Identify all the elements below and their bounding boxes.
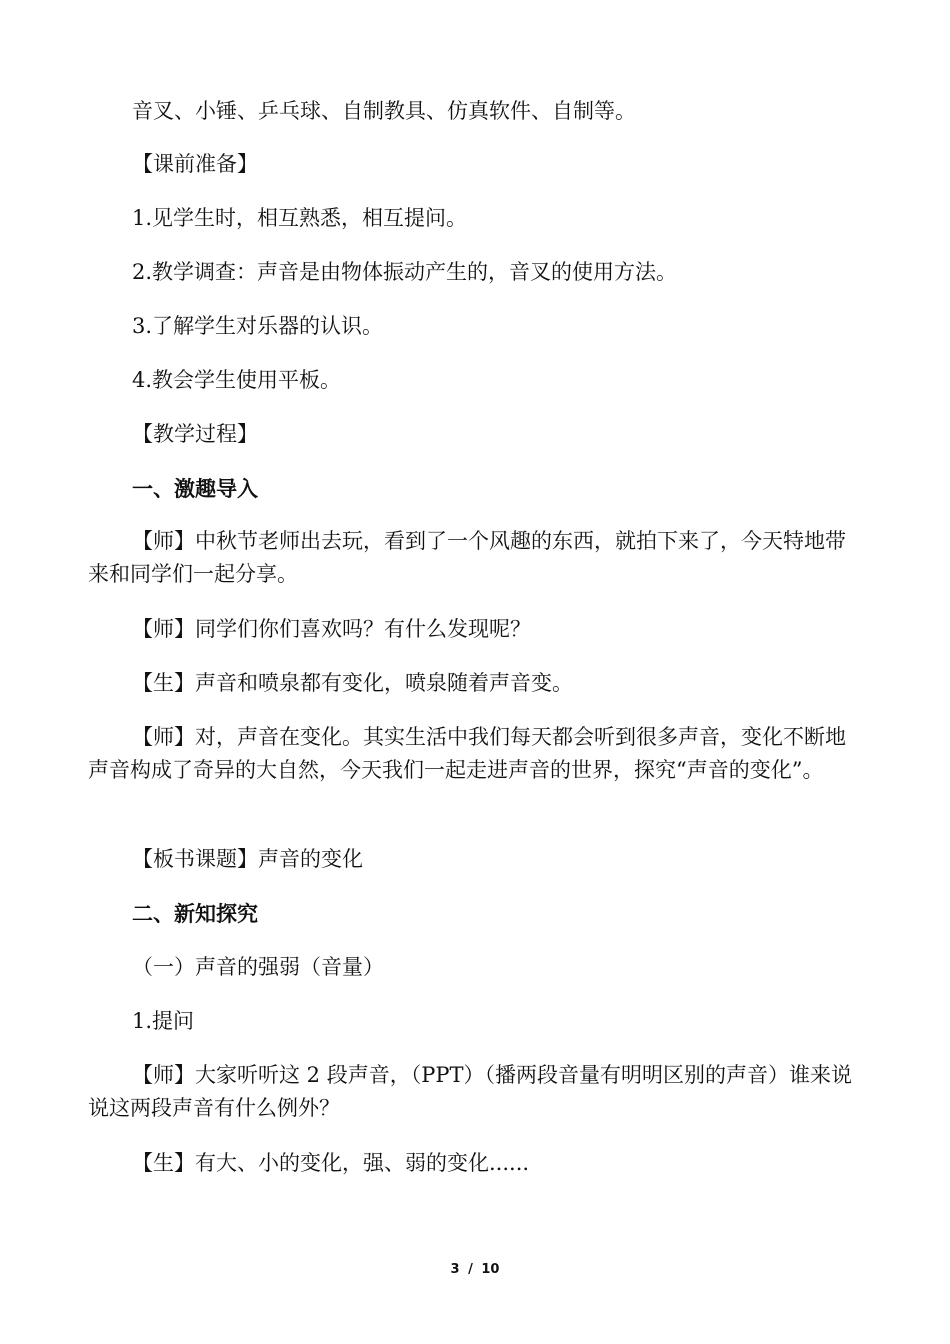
section-heading-process: 【教学过程】 [132,422,258,446]
section-heading-preparation: 【课前准备】 [132,152,258,176]
current-page-number: 3 [450,1262,460,1277]
heading-introduction: 一、激趣导入 [132,476,258,501]
preparation-item-2: 2.教学调查：声音是由物体振动产生的，音叉的使用方法。 [132,260,678,284]
page-separator: / [468,1262,473,1277]
dialogue-teacher-4: 【师】大家听听这 2 段声音，（PPT）（播两段音量有明明区别的声音）谁来说说这两段声音有什么例外？ [88,1063,852,1120]
subheading-volume: （一）声音的强弱（音量） [132,955,384,979]
materials-line: 音叉、小锤、乒乓球、自制教具、仿真软件、自制等。 [132,99,636,123]
dialogue-student-2: 【生】有大、小的变化，强、弱的变化...... [132,1151,530,1175]
total-pages-number: 10 [481,1262,500,1277]
dialogue-teacher-2: 【师】同学们你们喜欢吗？有什么发现呢？ [132,617,531,641]
dialogue-teacher-3: 【师】对，声音在变化。其实生活中我们每天都会听到很多声音，变化不断地声音构成了奇异的大自然，今天我们一起走进声音的世界，探究“声音的变化”。 [88,725,846,782]
dialogue-teacher-1: 【师】中秋节老师出去玩，看到了一个风趣的东西，就拍下来了，今天特地带来和同学们一起分享。 [88,529,846,586]
preparation-item-3: 3.了解学生对乐器的认识。 [132,314,384,338]
preparation-item-1: 1.见学生时，相互熟悉，相互提问。 [132,206,468,230]
page-number-footer [0,1262,950,1277]
dialogue-student-1: 【生】声音和喷泉都有变化，喷泉随着声音变。 [132,671,573,695]
step-question: 1.提问 [132,1009,195,1033]
preparation-item-4: 4.教会学生使用平板。 [132,368,342,392]
heading-new-knowledge: 二、新知探究 [132,901,258,926]
board-title: 【板书课题】声音的变化 [132,847,363,871]
